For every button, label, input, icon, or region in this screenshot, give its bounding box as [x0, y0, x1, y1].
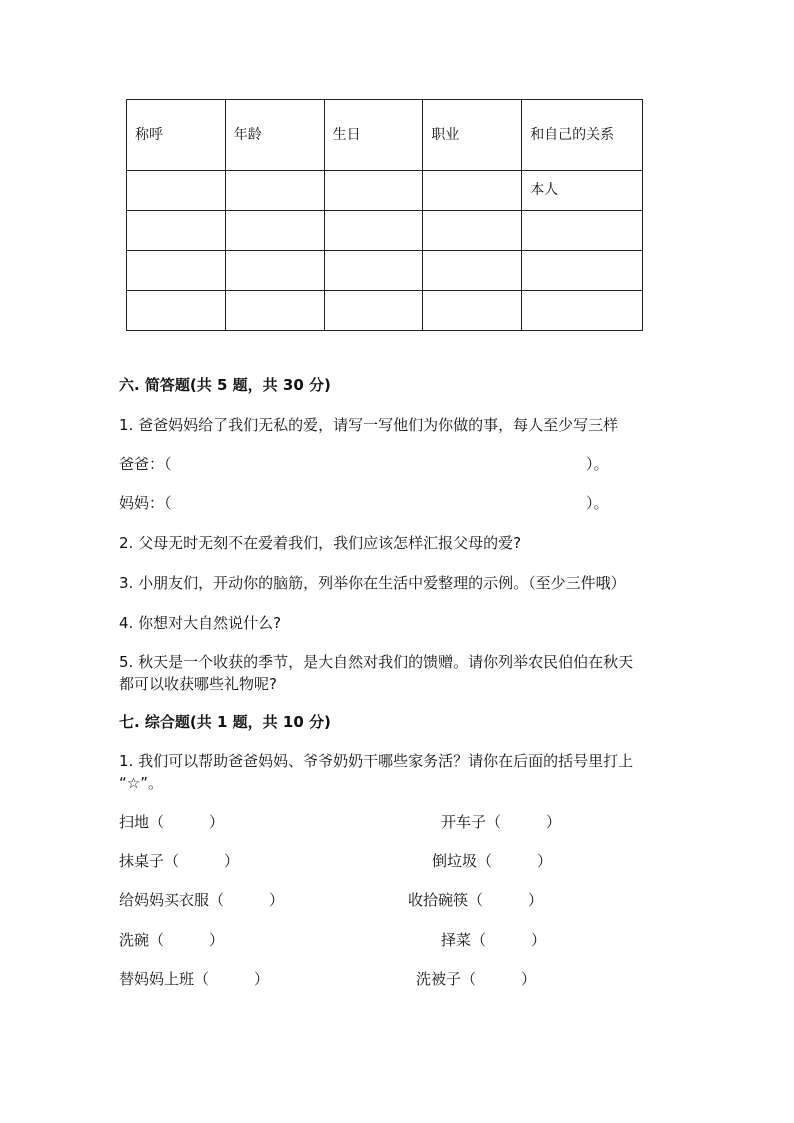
table-row: [127, 171, 643, 211]
header-cell-job: 职业: [423, 100, 522, 171]
mom-answer-close: ）。: [586, 494, 609, 512]
table-cell[interactable]: [225, 251, 324, 291]
table-row: [127, 251, 643, 291]
chore-item-sweep[interactable]: 扫地（ ）: [119, 813, 225, 831]
question-3: 3. 小朋友们，开动你的脑筋，列举你在生活中爱整理的示例。（至少三件哦）: [119, 574, 626, 592]
table-cell[interactable]: [324, 211, 423, 251]
table-row: [127, 211, 643, 251]
table-cell[interactable]: [127, 291, 226, 331]
question-5-line-1: 5. 秋天是一个收获的季节，是大自然对我们的馈赠。请你列举农民伯伯在秋天: [119, 653, 634, 671]
table-cell[interactable]: [324, 251, 423, 291]
mom-answer-label: 妈妈：（: [119, 494, 172, 512]
chore-item-go-to-work[interactable]: 替妈妈上班（ ）: [119, 970, 270, 988]
table-cell[interactable]: [522, 211, 643, 251]
table-cell[interactable]: [522, 251, 643, 291]
section-6-title: 六. 简答题(共 5 题，共 30 分): [119, 376, 331, 394]
table-header-row: [127, 100, 643, 171]
section-7-title: 七. 综合题(共 1 题，共 10 分): [119, 713, 331, 731]
question-4: 4. 你想对大自然说什么?: [119, 614, 282, 632]
table-cell[interactable]: [225, 291, 324, 331]
table-cell[interactable]: [423, 291, 522, 331]
chore-question-line-2: “☆”。: [119, 774, 163, 792]
chore-item-pick-vegetables[interactable]: 择菜（ ）: [441, 931, 547, 949]
table-cell: 本人: [522, 171, 643, 211]
chore-item-buy-clothes[interactable]: 给妈妈买衣服（ ）: [119, 891, 285, 909]
table-cell[interactable]: [324, 291, 423, 331]
table-cell[interactable]: [423, 211, 522, 251]
chore-item-wash-quilt[interactable]: 洗被子（ ）: [416, 970, 537, 988]
chore-item-wipe-table[interactable]: 抹桌子（ ）: [119, 852, 240, 870]
chore-item-clear-dishes[interactable]: 收拾碗筷（ ）: [408, 891, 544, 909]
table-cell[interactable]: [127, 171, 226, 211]
family-info-table: [126, 99, 643, 331]
table-cell[interactable]: [423, 171, 522, 211]
table-row: [127, 291, 643, 331]
chore-question-line-1: 1. 我们可以帮助爸爸妈妈、爷爷奶奶干哪些家务活？请你在后面的括号里打上: [119, 752, 634, 770]
question-1: 1. 爸爸妈妈给了我们无私的爱，请写一写他们为你做的事，每人至少写三样: [119, 416, 619, 434]
chore-item-drive-car[interactable]: 开车子（ ）: [441, 813, 562, 831]
chore-item-take-out-trash[interactable]: 倒垃圾（ ）: [432, 852, 553, 870]
dad-answer-label: 爸爸：（: [119, 455, 172, 473]
question-5-line-2: 都可以收获哪些礼物呢?: [119, 675, 277, 693]
table-cell[interactable]: [225, 211, 324, 251]
table-cell[interactable]: [127, 211, 226, 251]
question-2: 2. 父母无时无刻不在爱着我们，我们应该怎样汇报父母的爱?: [119, 534, 522, 552]
table-cell[interactable]: [225, 171, 324, 211]
dad-answer-close: ）。: [586, 455, 609, 473]
table-cell[interactable]: [522, 291, 643, 331]
table-cell[interactable]: [423, 251, 522, 291]
header-cell-birthday: 生日: [324, 100, 423, 171]
chore-item-wash-dishes[interactable]: 洗碗（ ）: [119, 931, 225, 949]
header-cell-relation: 和自己的关系: [522, 100, 643, 171]
header-cell-title: 称呼: [127, 100, 226, 171]
header-cell-age: 年龄: [225, 100, 324, 171]
table-cell[interactable]: [324, 171, 423, 211]
table-cell[interactable]: [127, 251, 226, 291]
